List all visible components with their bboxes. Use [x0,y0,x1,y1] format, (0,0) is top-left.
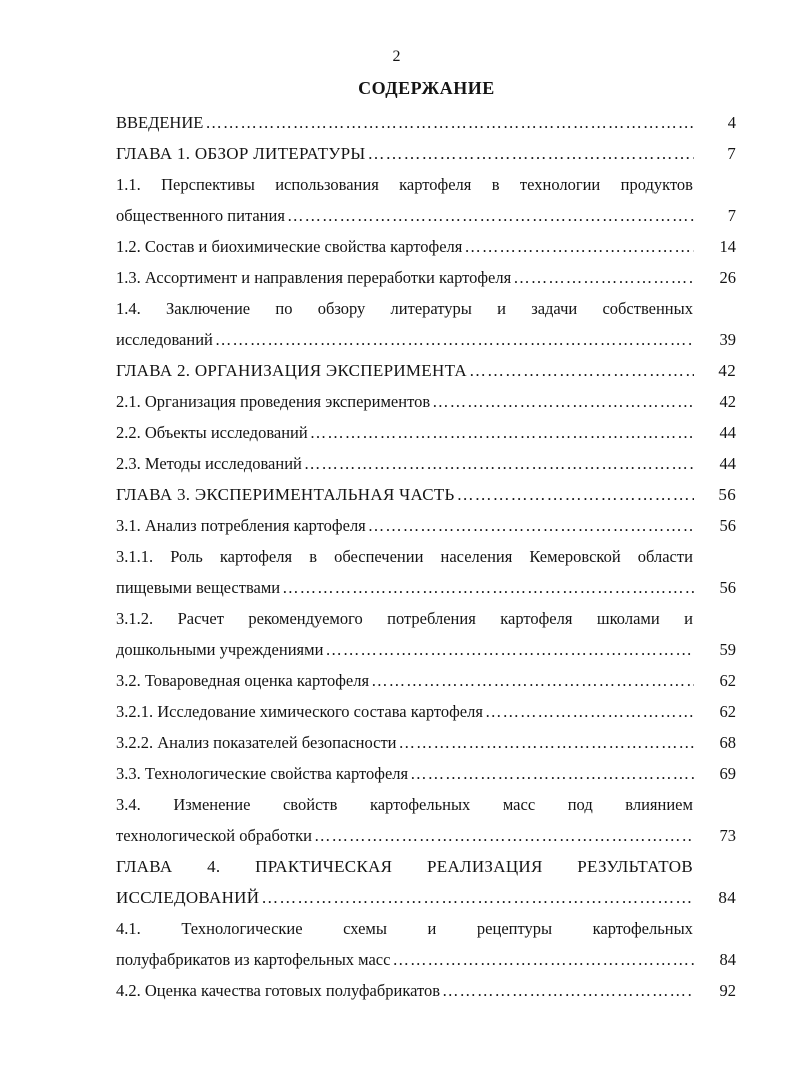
toc-word: ГЛАВА [116,857,173,876]
dot-leader [483,696,694,727]
toc-entry-label: пищевыми веществами [116,578,281,597]
toc-entry-label: 3.2.1. Исследование химического состава картофеля [116,702,483,721]
toc-entry [116,510,736,541]
toc-entry-label: 4.2. Оценка качества готовых полуфабрикатов [116,981,441,1000]
toc-entry-label: 1.3. Ассортимент и направления переработки картофеля [116,268,512,287]
toc-word: и [427,919,437,938]
table-of-contents [116,107,736,1006]
toc-word: потребления [387,609,476,628]
toc-entry [116,479,736,510]
toc-word: ПРАКТИЧЕСКАЯ [255,857,393,876]
toc-page-number: 56 [719,578,736,597]
toc-entry-label: ВВЕДЕНИЕ [116,113,204,132]
dot-leader [323,634,694,665]
toc-word: 3.1.1. [116,547,154,566]
toc-page-number: 68 [719,733,736,752]
toc-entry [116,727,736,758]
page-number: 2 [392,48,401,65]
dot-leader [213,324,694,355]
toc-entry-first-line [116,541,693,572]
toc-word: области [637,547,693,566]
toc-entry [116,293,736,355]
toc-entry-label: дошкольными учреждениями [116,640,324,659]
toc-word: 4.1. [116,919,141,938]
toc-page-number: 14 [719,237,736,256]
toc-entry-label: ГЛАВА 3. ЭКСПЕРИМЕНТАЛЬНАЯ ЧАСТЬ [116,485,455,504]
toc-word: картофеля [219,547,293,566]
toc-word: картофеля [500,609,573,628]
toc-page-number: 39 [719,330,736,349]
toc-word: собственных [602,299,693,318]
toc-word: влиянием [625,795,693,814]
toc-entry [116,665,736,696]
dot-leader [462,231,694,262]
toc-entry [116,231,736,262]
toc-entry [116,169,736,231]
dot-leader [285,200,694,231]
toc-word: Технологические [181,919,303,938]
dot-leader [369,665,694,696]
dot-leader [280,572,694,603]
toc-word: 4. [207,857,221,876]
toc-word: картофельных [369,795,471,814]
toc-page-number: 92 [719,981,736,1000]
toc-page-number: 42 [719,392,736,411]
toc-word: и [684,609,693,628]
toc-word: 1.1. [116,175,141,194]
toc-entry-label: ГЛАВА 2. ОРГАНИЗАЦИЯ ЭКСПЕРИМЕНТА [116,361,467,380]
dot-leader [308,417,694,448]
toc-page-number: 44 [719,423,736,442]
toc-entry-label: 2.3. Методы исследований [116,454,302,473]
dot-leader [312,820,694,851]
toc-entry [116,603,736,665]
toc-word: в [491,175,500,194]
toc-word: технологии [519,175,601,194]
toc-entry [116,138,736,169]
toc-entry-first-line [116,293,693,324]
toc-entry-first-line [116,789,693,820]
toc-entry-label: технологической обработки [116,826,312,845]
dot-leader [366,510,694,541]
dot-leader [467,355,694,386]
toc-entry [116,758,736,789]
toc-word: рецептуры [476,919,553,938]
toc-word: схемы [343,919,387,938]
toc-page-number: 56 [719,516,736,535]
toc-word: Изменение [173,795,251,814]
dot-leader [408,758,694,789]
toc-word: Роль [170,547,203,566]
toc-entry [116,355,736,386]
toc-page-number: 7 [727,144,736,163]
toc-entry-first-line [116,851,693,882]
toc-page-number: 4 [727,113,736,132]
dot-leader [440,975,694,1006]
toc-entry-label: ИССЛЕДОВАНИЙ [116,888,260,907]
toc-entry [116,913,736,975]
toc-entry-label: общественного питания [116,206,285,225]
toc-word: рекомендуемого [248,609,363,628]
toc-word: школами [596,609,660,628]
toc-entry [116,107,736,138]
toc-entry [116,789,736,851]
toc-word: задачи [531,299,578,318]
toc-entry-label: исследований [116,330,213,349]
toc-entry [116,696,736,727]
toc-entry-label: 1.2. Состав и биохимические свойства картофеля [116,237,463,256]
toc-page-number: 26 [719,268,736,287]
toc-page-number: 42 [718,361,736,380]
dot-leader [455,479,694,510]
toc-entry-first-line [116,603,693,634]
toc-entry-label: 3.3. Технологические свойства картофеля [116,764,409,783]
toc-page-number: 84 [718,888,736,907]
toc-word: свойств [282,795,338,814]
toc-entry [116,851,736,913]
toc-entry [116,975,736,1006]
toc-word: в [309,547,317,566]
toc-word: и [497,299,506,318]
toc-page-number: 84 [719,950,736,969]
toc-entry-label: полуфабрикатов из картофельных масс [116,950,391,969]
page-title: СОДЕРЖАНИЕ [358,78,495,98]
dot-leader [511,262,694,293]
toc-entry-first-line [116,169,693,200]
toc-page-number: 62 [719,671,736,690]
toc-page-number: 44 [719,454,736,473]
dot-leader [203,107,694,138]
toc-entry-label: 3.1. Анализ потребления картофеля [116,516,366,535]
toc-entry [116,386,736,417]
toc-word: Перспективы [161,175,255,194]
toc-word: обзору [317,299,366,318]
toc-word: картофельных [592,919,693,938]
toc-word: обеспечении [334,547,424,566]
toc-entry-first-line [116,913,693,944]
toc-word: Расчет [177,609,224,628]
toc-entry-label: 2.1. Организация проведения экспериментов [116,392,431,411]
toc-word: использования [275,175,379,194]
dot-leader [259,882,694,913]
dot-leader [302,448,694,479]
toc-entry-label: 3.2. Товароведная оценка картофеля [116,671,370,690]
toc-page-number: 7 [727,206,736,225]
toc-word: 3.1.2. [116,609,154,628]
toc-page-number: 69 [719,764,736,783]
toc-word: масс [502,795,536,814]
toc-entry [116,417,736,448]
toc-page-number: 73 [719,826,736,845]
dot-leader [430,386,694,417]
toc-entry-label: 2.2. Объекты исследований [116,423,308,442]
toc-word: Кемеровской [529,547,621,566]
toc-entry [116,448,736,479]
toc-entry-label: 3.2.2. Анализ показателей безопасности [116,733,397,752]
toc-word: картофеля [399,175,472,194]
toc-page-number: 62 [719,702,736,721]
toc-word: РЕЗУЛЬТАТОВ [577,857,693,876]
toc-word: РЕАЛИЗАЦИЯ [427,857,543,876]
toc-word: литературы [390,299,472,318]
toc-word: 1.4. [116,299,141,318]
toc-word: по [275,299,293,318]
toc-word: продуктов [620,175,693,194]
toc-page-number: 56 [718,485,736,504]
toc-word: под [567,795,593,814]
toc-page-number: 59 [719,640,736,659]
toc-entry [116,262,736,293]
toc-entry-label: ГЛАВА 1. ОБЗОР ЛИТЕРАТУРЫ [116,144,366,163]
toc-word: 3.4. [116,795,141,814]
toc-word: населения [440,547,513,566]
toc-entry [116,541,736,603]
dot-leader [390,944,694,975]
dot-leader [366,138,694,169]
toc-word: Заключение [165,299,251,318]
dot-leader [397,727,694,758]
